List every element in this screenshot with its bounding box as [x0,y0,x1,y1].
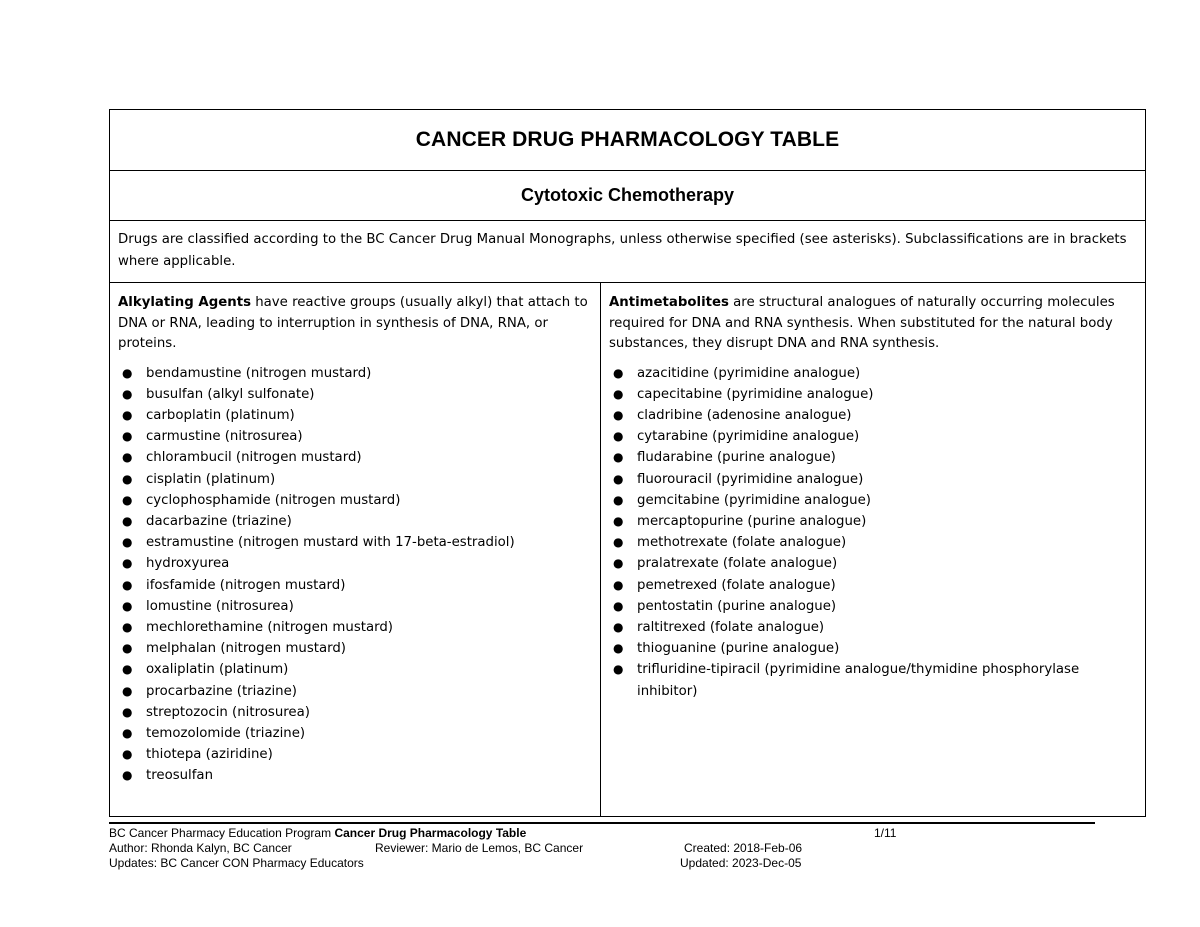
antimetabolites-column [601,283,1145,816]
antimetabolites-item-label: trifluridine-tipiracil (pyrimidine analogue/thymidine phosphorylase inhibitor) [637,662,1080,699]
alkylating-item [118,702,590,723]
bullet-icon: ● [613,407,624,422]
antimetabolites-item-label: methotrexate (folate analogue) [637,535,847,551]
footer-line-3 [109,856,1099,871]
bullet-icon: ● [613,662,624,677]
antimetabolites-item [609,469,1135,490]
footer-created: Created: 2018-Feb-06 [684,841,803,855]
page-footer [109,826,1099,871]
footer-updated: Updated: 2023-Dec-05 [680,856,802,870]
bullet-icon: ● [122,407,133,422]
alkylating-item-label: treosulfan [146,768,214,784]
alkylating-item-label: carboplatin (platinum) [146,407,295,423]
bullet-icon: ● [122,577,133,592]
bullet-icon: ● [122,619,133,634]
antimetabolites-item [609,532,1135,553]
alkylating-item-label: cyclophosphamide (nitrogen mustard) [146,492,401,508]
antimetabolites-item [609,405,1135,426]
alkylating-item-label: streptozocin (nitrosurea) [146,704,310,720]
antimetabolites-heading: Antimetabolites [609,295,729,310]
bullet-icon: ● [613,450,624,465]
antimetabolites-item-label: thioguanine (purine analogue) [637,641,840,657]
alkylating-item-label: mechlorethamine (nitrogen mustard) [146,619,393,635]
antimetabolites-item [609,447,1135,468]
alkylating-item-label: procarbazine (triazine) [146,683,297,699]
alkylating-item-label: carmustine (nitrosurea) [146,429,303,445]
bullet-icon: ● [122,365,133,380]
footer-doc-title: Cancer Drug Pharmacology Table [334,826,527,840]
antimetabolites-item-label: capecitabine (pyrimidine analogue) [637,386,874,402]
antimetabolites-item-label: fludarabine (purine analogue) [637,450,836,466]
alkylating-item [118,765,590,786]
alkylating-item [118,638,590,659]
bullet-icon: ● [613,577,624,592]
antimetabolites-item-label: cytarabine (pyrimidine analogue) [637,429,860,445]
antimetabolites-item [609,553,1135,574]
alkylating-item [118,723,590,744]
bullet-icon: ● [122,598,133,613]
page-number: 1/11 [874,826,897,840]
bullet-icon: ● [122,768,133,783]
bullet-icon: ● [613,365,624,380]
bullet-icon: ● [613,535,624,550]
bullet-icon: ● [122,556,133,571]
antimetabolites-item [609,575,1135,596]
pharmacology-table [109,109,1146,817]
alkylating-item [118,681,590,702]
page-title: CANCER DRUG PHARMACOLOGY TABLE [415,128,840,151]
antimetabolites-item [609,511,1135,532]
alkylating-item [118,553,590,574]
alkylating-item [118,490,590,511]
subtitle-row [110,171,1145,221]
bullet-icon: ● [613,598,624,613]
antimetabolites-item [609,617,1135,638]
title-row [110,110,1145,171]
classification-note: Drugs are classified according to the BC Cancer Drug Manual Monographs, unless otherwise specified (see asterisks). Subclassifications are in brackets where applicable. [118,232,1127,269]
alkylating-item [118,659,590,680]
alkylating-item [118,511,590,532]
antimetabolites-item-label: mercaptopurine (purine analogue) [637,513,867,529]
footer-reviewer: Reviewer: Mario de Lemos, BC Cancer [375,841,584,855]
bullet-icon: ● [122,535,133,550]
bullet-icon: ● [613,619,624,634]
antimetabolites-item-label: raltitrexed (folate analogue) [637,619,825,635]
alkylating-item-label: ifosfamide (nitrogen mustard) [146,577,346,593]
antimetabolites-item [609,596,1135,617]
bullet-icon: ● [122,747,133,762]
bullet-icon: ● [122,471,133,486]
footer-updates: Updates: BC Cancer CON Pharmacy Educators [109,856,364,870]
footer-line-2 [109,841,1099,856]
alkylating-item [118,532,590,553]
bullet-icon: ● [122,492,133,507]
antimetabolites-item [609,659,1135,701]
antimetabolites-intro [609,293,1135,355]
alkylating-agents-description: have reactive groups (usually alkyl) that attach to DNA or RNA, leading to interruption in synthesis of DNA, RNA, or proteins. [118,295,588,351]
antimetabolites-item [609,384,1135,405]
bullet-icon: ● [613,386,624,401]
antimetabolites-description: are structural analogues of naturally occurring molecules required for DNA and RNA synthesis. When substituted for the natural body substances, they disrupt DNA and RNA synthesis. [609,295,1115,351]
bullet-icon: ● [122,513,133,528]
bullet-icon: ● [122,429,133,444]
alkylating-item [118,469,590,490]
alkylating-agents-column [110,283,601,816]
alkylating-item-label: thiotepa (aziridine) [146,747,273,763]
alkylating-item-label: cisplatin (platinum) [146,471,276,487]
antimetabolites-item-label: fluorouracil (pyrimidine analogue) [637,471,864,487]
alkylating-item-label: bendamustine (nitrogen mustard) [146,365,372,381]
antimetabolites-item-label: cladribine (adenosine analogue) [637,407,852,423]
alkylating-item [118,447,590,468]
alkylating-item-label: dacarbazine (triazine) [146,513,292,529]
alkylating-item [118,596,590,617]
bullet-icon: ● [613,471,624,486]
bullet-icon: ● [613,641,624,656]
alkylating-item [118,384,590,405]
alkylating-item [118,426,590,447]
footer-line-1 [109,826,1099,841]
bullet-icon: ● [122,683,133,698]
footer-divider [109,822,1095,824]
alkylating-item [118,405,590,426]
alkylating-item [118,575,590,596]
alkylating-item-label: estramustine (nitrogen mustard with 17-beta-estradiol) [146,535,515,551]
bullet-icon: ● [122,641,133,656]
bullet-icon: ● [613,429,624,444]
alkylating-item-label: busulfan (alkyl sulfonate) [146,386,315,402]
alkylating-agents-heading: Alkylating Agents [118,295,251,310]
alkylating-item [118,363,590,384]
alkylating-item-label: melphalan (nitrogen mustard) [146,641,346,657]
antimetabolites-item [609,490,1135,511]
bullet-icon: ● [122,704,133,719]
classification-note-row [110,221,1145,283]
bullet-icon: ● [122,662,133,677]
alkylating-agents-list [118,363,590,787]
footer-author: Author: Rhonda Kalyn, BC Cancer [109,841,292,855]
bullet-icon: ● [122,725,133,740]
antimetabolites-item-label: pemetrexed (folate analogue) [637,577,836,593]
antimetabolites-item [609,638,1135,659]
antimetabolites-item [609,426,1135,447]
antimetabolites-item [609,363,1135,384]
section-title: Cytotoxic Chemotherapy [520,185,735,205]
antimetabolites-item-label: azacitidine (pyrimidine analogue) [637,365,861,381]
bullet-icon: ● [613,513,624,528]
bullet-icon: ● [613,492,624,507]
alkylating-item-label: chlorambucil (nitrogen mustard) [146,450,362,466]
antimetabolites-item-label: gemcitabine (pyrimidine analogue) [637,492,871,508]
antimetabolites-item-label: pralatrexate (folate analogue) [637,556,838,572]
footer-program: BC Cancer Pharmacy Education Program Cancer Drug Pharmacology Table [109,826,527,840]
alkylating-item [118,744,590,765]
bullet-icon: ● [122,450,133,465]
alkylating-item-label: oxaliplatin (platinum) [146,662,289,678]
antimetabolites-list [609,363,1135,702]
antimetabolites-item-label: pentostatin (purine analogue) [637,598,837,614]
drug-classes-row [110,283,1145,816]
alkylating-agents-intro [118,293,590,355]
alkylating-item-label: lomustine (nitrosurea) [146,598,294,614]
alkylating-item [118,617,590,638]
alkylating-item-label: temozolomide (triazine) [146,725,306,741]
alkylating-item-label: hydroxyurea [146,556,230,572]
bullet-icon: ● [122,386,133,401]
bullet-icon: ● [613,556,624,571]
